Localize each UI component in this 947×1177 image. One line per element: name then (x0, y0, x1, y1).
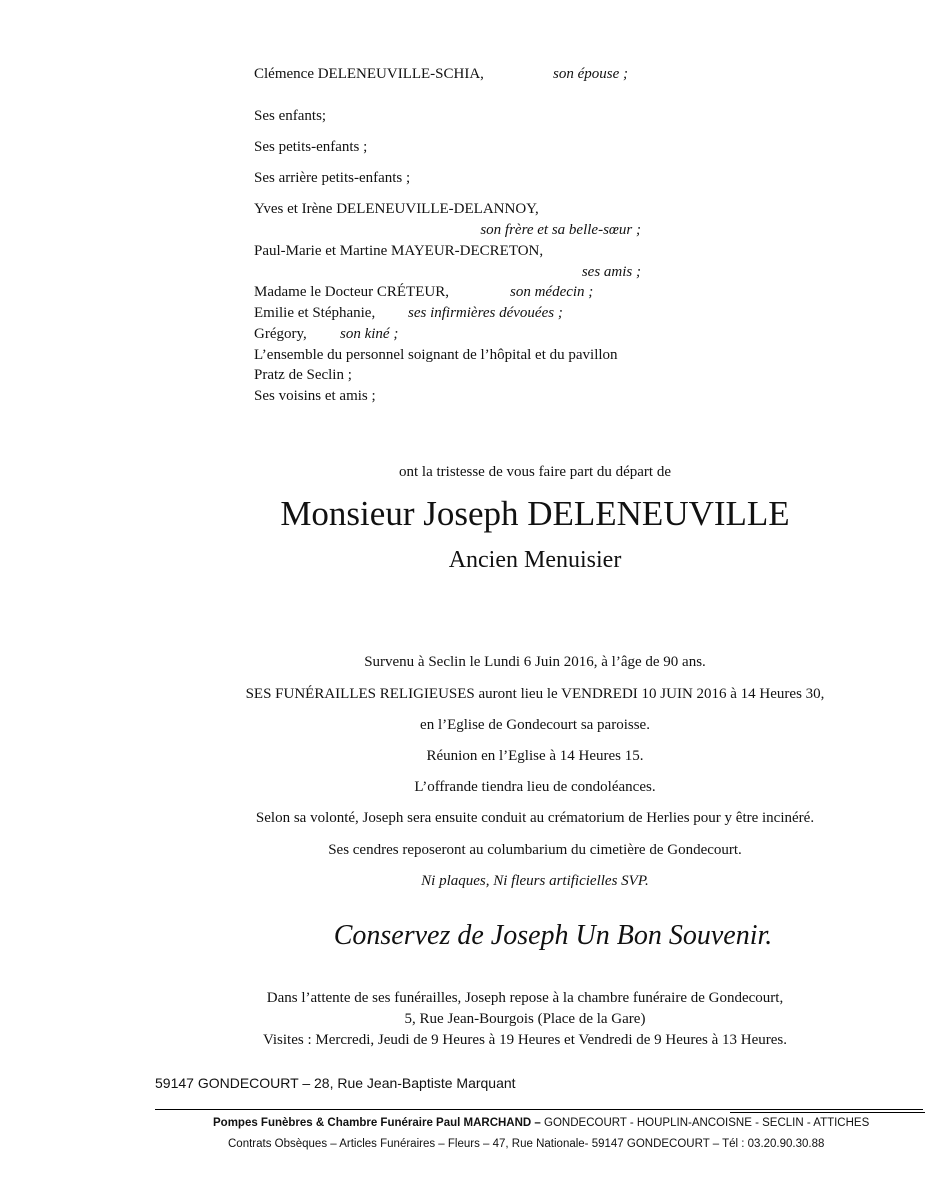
visits-line-2: 5, Rue Jean-Bourgois (Place de la Gare) (404, 1011, 646, 1027)
doctor-relation: son médecin ; (510, 284, 594, 300)
detail-line-3: en l’Eglise de Gondecourt sa paroisse. (420, 717, 650, 733)
siblings-name: Yves et Irène DELENEUVILLE-DELANNOY, (254, 201, 539, 217)
footer-divider (155, 1109, 923, 1110)
funeral-home-address: 59147 GONDECOURT – 28, Rue Jean-Baptiste Marquant (155, 1075, 516, 1091)
closing-phrase: Conservez de Joseph Un Bon Souvenir. (333, 920, 773, 951)
neighbors-line: Ses voisins et amis ; (254, 388, 376, 404)
detail-line-5: L’offrande tiendra lieu de condoléances. (414, 779, 656, 795)
spouse-line (254, 66, 484, 83)
footer-company-line (213, 1117, 869, 1129)
company-locations: GONDECOURT - HOUPLIN-ANCOISNE - SECLIN - ATTICHES (540, 1117, 870, 1129)
doctor-name: Madame le Docteur CRÉTEUR, (254, 284, 449, 300)
detail-line-2: SES FUNÉRAILLES RELIGIEUSES auront lieu le VENDREDI 10 JUIN 2016 à 14 Heures 30, (245, 686, 825, 702)
nurses-relation: ses infirmières dévouées ; (408, 305, 563, 321)
great-grandchildren-line: Ses arrière petits-enfants ; (254, 170, 411, 186)
siblings-relation: son frère et sa belle-sœur ; (480, 222, 641, 238)
friends-name: Paul-Marie et Martine MAYEUR-DECRETON, (254, 243, 544, 259)
staff-line-1: L’ensemble du personnel soignant de l’hôpital et du pavillon (254, 347, 618, 363)
visits-line-1: Dans l’attente de ses funérailles, Joseph repose à la chambre funéraire de Gondecourt, (266, 990, 784, 1006)
detail-line-8: Ni plaques, Ni fleurs artificielles SVP. (421, 873, 649, 889)
spouse-relation: son épouse ; (553, 66, 628, 82)
children-line: Ses enfants; (254, 108, 327, 124)
detail-line-6: Selon sa volonté, Joseph sera ensuite conduit au crématorium de Herlies pour y être incinéré. (255, 810, 815, 826)
announcement-intro: ont la tristesse de vous faire part du départ de (399, 464, 671, 480)
footer-services-line: Contrats Obsèques – Articles Funéraires – Fleurs – 47, Rue Nationale- 59147 GONDECOURT – Tél : 03.20.90.30.88 (228, 1138, 825, 1150)
company-name: Pompes Funèbres & Chambre Funéraire Paul MARCHAND – (213, 1117, 541, 1129)
deceased-occupation: Ancien Menuisier (448, 547, 622, 573)
nurses-name: Emilie et Stéphanie, (254, 305, 376, 321)
physio-name: Grégory, (254, 326, 307, 342)
deceased-name: Monsieur Joseph DELENEUVILLE (280, 494, 790, 533)
staff-line-2: Pratz de Seclin ; (254, 367, 352, 383)
friends-relation: ses amis ; (581, 264, 641, 280)
visits-line-3: Visites : Mercredi, Jeudi de 9 Heures à 19 Heures et Vendredi de 9 Heures à 13 Heures. (262, 1032, 788, 1048)
physio-relation: son kiné ; (340, 326, 399, 342)
grandchildren-line: Ses petits-enfants ; (254, 139, 368, 155)
detail-line-1: Survenu à Seclin le Lundi 6 Juin 2016, à l’âge de 90 ans. (364, 654, 706, 670)
spouse-name: Clémence DELENEUVILLE-SCHIA, (254, 66, 484, 82)
detail-line-7: Ses cendres reposeront au columbarium du cimetière de Gondecourt. (328, 842, 742, 858)
footer-divider-short (730, 1112, 925, 1113)
detail-line-4: Réunion en l’Eglise à 14 Heures 15. (426, 748, 644, 764)
